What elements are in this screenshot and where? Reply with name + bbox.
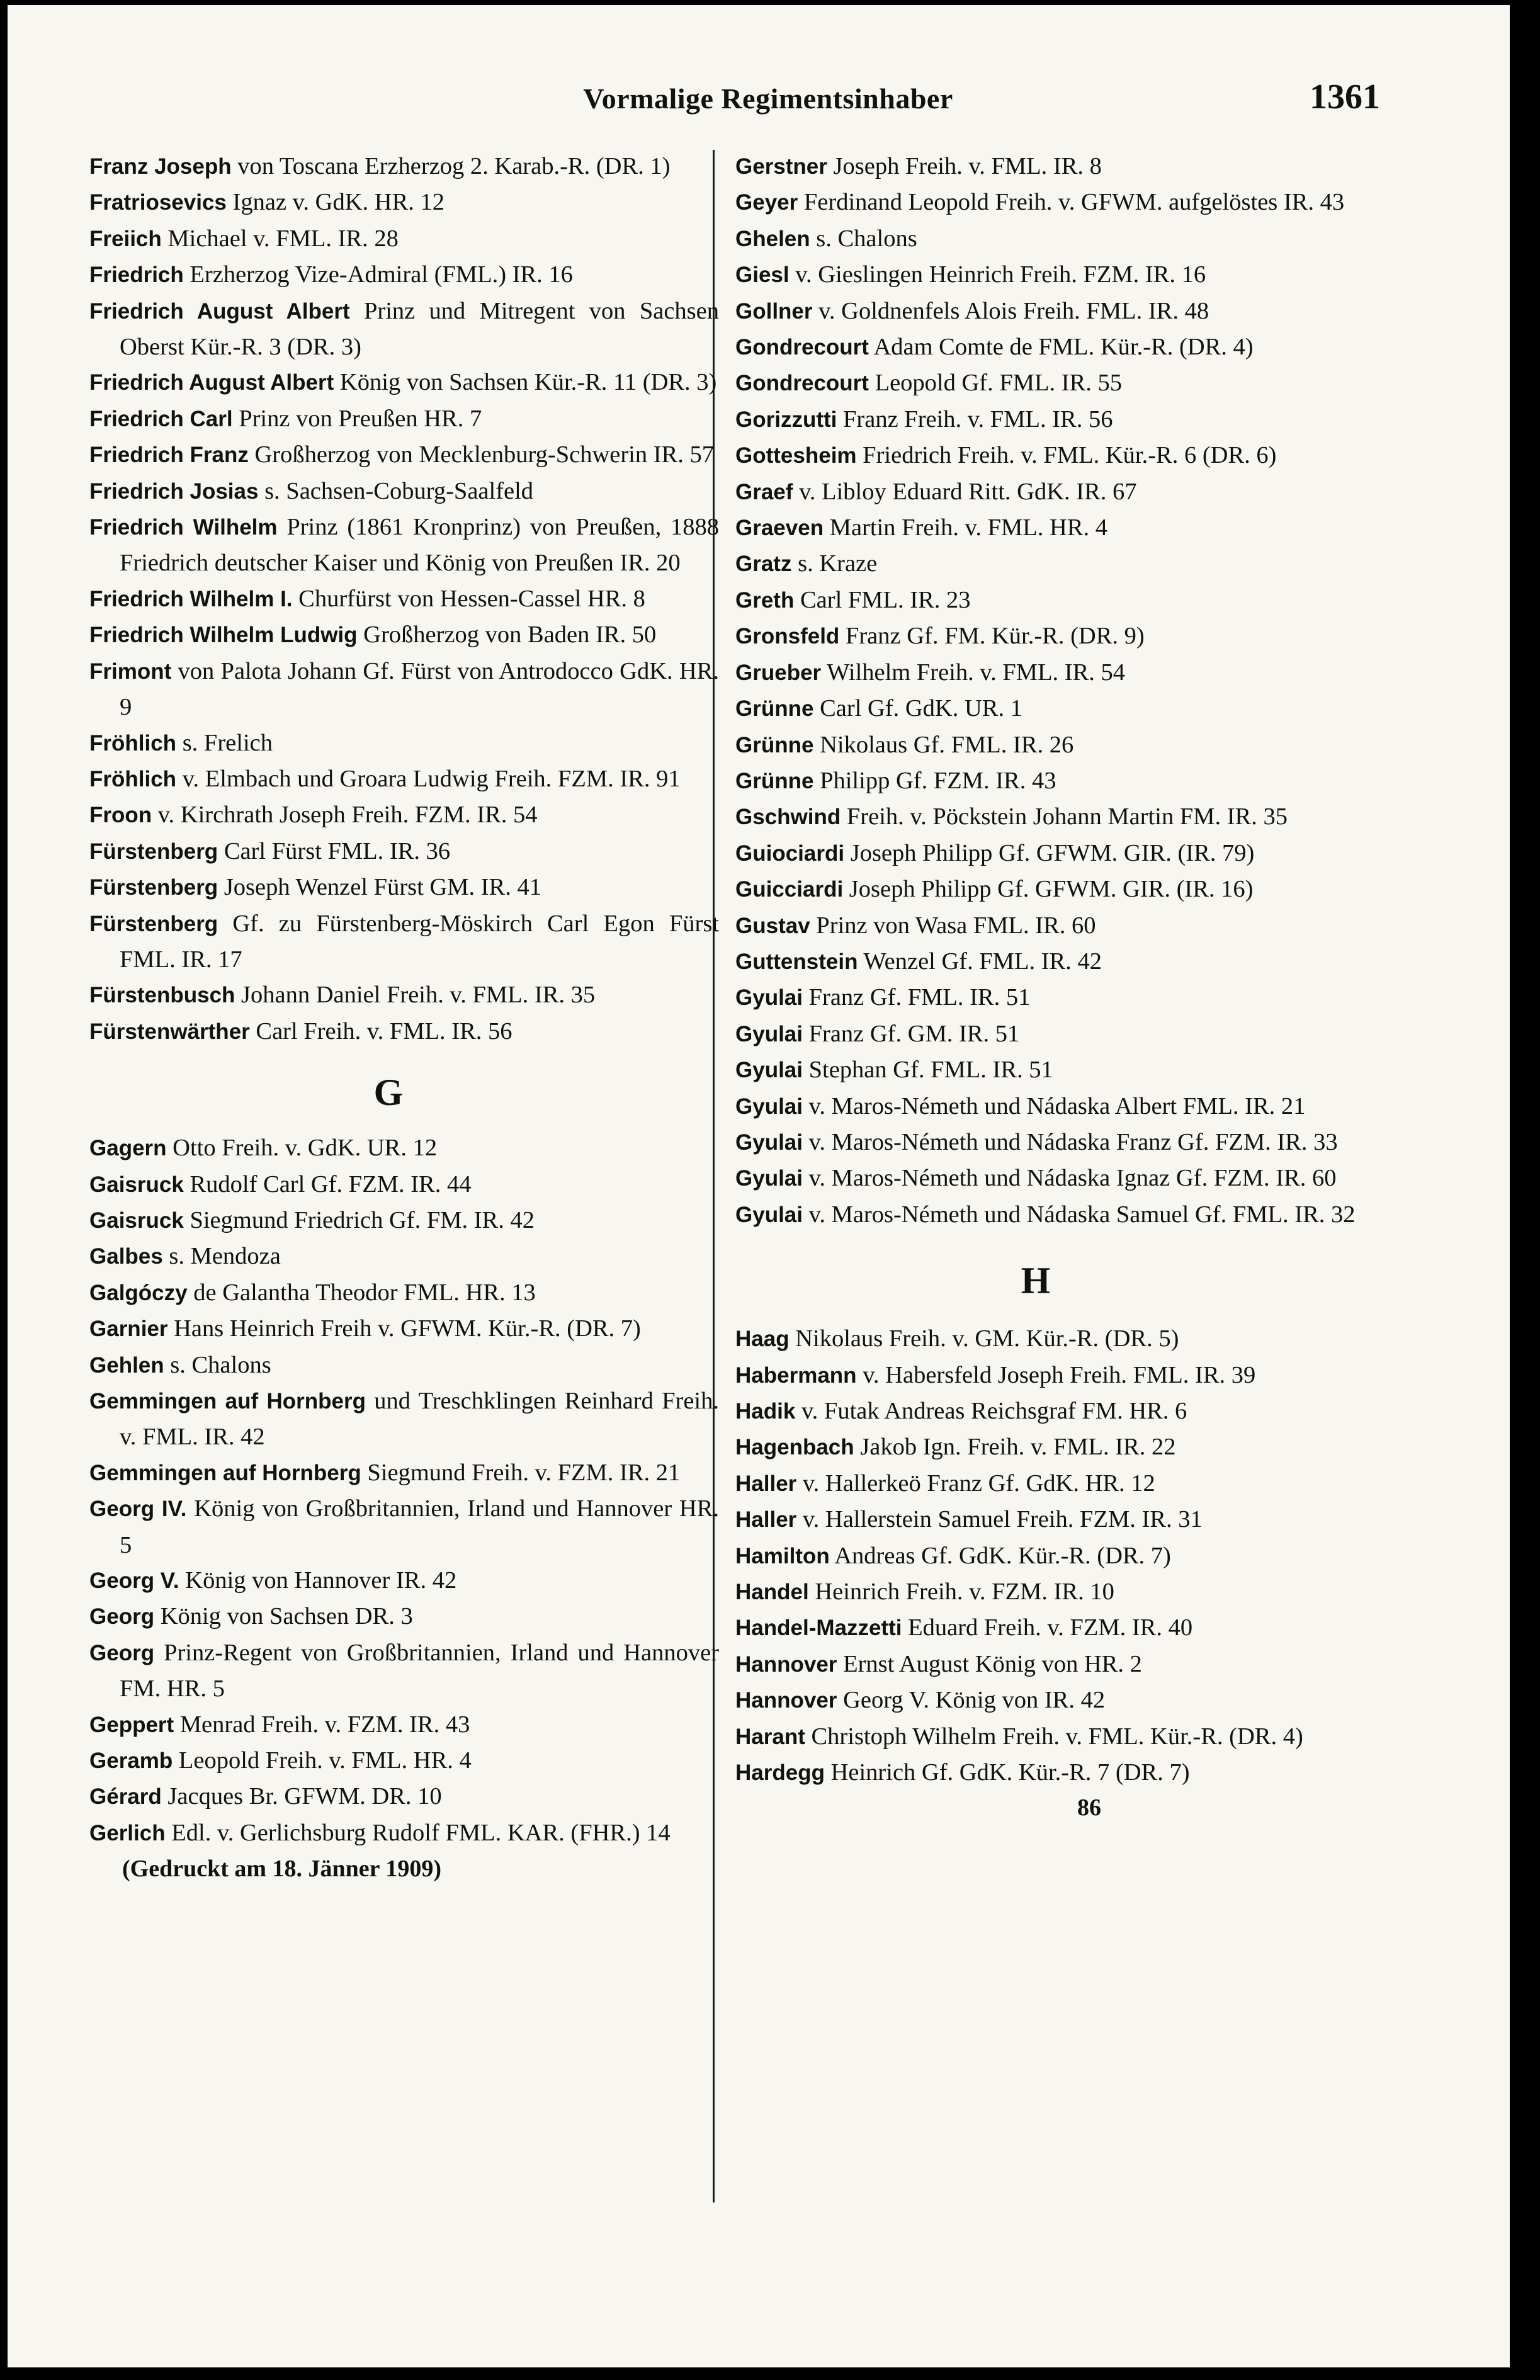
register-entry bbox=[89, 221, 719, 257]
entry-surname: Gyulai bbox=[735, 1058, 803, 1083]
register-entry bbox=[735, 1646, 1367, 1682]
entry-details: Franz Gf. GM. IR. 51 bbox=[802, 1020, 1020, 1047]
entry-details: s. Kraze bbox=[791, 550, 878, 577]
register-entry bbox=[89, 1491, 719, 1563]
register-entry bbox=[89, 870, 719, 905]
entry-surname: Greth bbox=[735, 587, 795, 613]
register-entry bbox=[735, 582, 1367, 618]
entries-g-continued-list bbox=[735, 149, 1367, 1233]
entry-surname: Fürstenberg bbox=[89, 839, 218, 864]
entry-details: s. Chalons bbox=[810, 225, 917, 252]
entry-details: Gf. zu Fürstenberg-Möskirch Carl Egon Fürst FML. IR. 17 bbox=[120, 910, 719, 973]
entry-details: v. Hallerstein Samuel Freih. FZM. IR. 31 bbox=[796, 1506, 1203, 1533]
entry-details: v. Maros-Németh und Nádaska Albert FML. IR. 21 bbox=[802, 1092, 1306, 1119]
entry-surname: Gyulai bbox=[735, 1021, 803, 1046]
entry-details: Prinz (1861 Kronprinz) von Preußen, 1888 Friedrich deutscher Kaiser und König von Preußen IR. 20 bbox=[120, 514, 719, 577]
entry-details: v. Libloy Eduard Ritt. GdK. IR. 67 bbox=[793, 478, 1137, 505]
entry-surname: Gyulai bbox=[735, 1094, 803, 1119]
register-entry bbox=[89, 1275, 719, 1311]
entry-details: König von Sachsen Kür.-R. 11 (DR. 3) bbox=[334, 369, 717, 396]
register-entry bbox=[89, 149, 719, 184]
register-entry bbox=[89, 293, 719, 365]
register-entry bbox=[89, 365, 719, 400]
entry-surname: Gratz bbox=[735, 552, 792, 577]
register-entry bbox=[735, 691, 1367, 727]
entry-surname: Haag bbox=[735, 1327, 790, 1352]
entry-details: König von Sachsen DR. 3 bbox=[154, 1603, 413, 1630]
register-entry bbox=[89, 617, 719, 653]
entry-surname: Galbes bbox=[89, 1244, 163, 1269]
register-entry bbox=[89, 1203, 719, 1238]
register-entry bbox=[89, 401, 719, 437]
entry-details: Leopold Gf. FML. IR. 55 bbox=[868, 370, 1123, 397]
entry-details: Carl Fürst FML. IR. 36 bbox=[218, 837, 451, 864]
entry-surname: Ghelen bbox=[735, 226, 810, 251]
page-header bbox=[8, 77, 1510, 125]
register-entry bbox=[89, 509, 719, 581]
register-entry bbox=[89, 1383, 719, 1455]
register-entry bbox=[89, 1238, 719, 1274]
entry-surname: Gyulai bbox=[735, 1202, 803, 1227]
register-entry bbox=[89, 437, 719, 473]
entry-details: Freih. v. Pöckstein Johann Martin FM. IR. 35 bbox=[841, 803, 1288, 830]
entry-surname: Gaisruck bbox=[89, 1172, 184, 1197]
entry-details: König von Hannover IR. 42 bbox=[179, 1567, 457, 1594]
entry-surname: Harant bbox=[735, 1724, 805, 1749]
register-entry bbox=[89, 1707, 719, 1743]
entry-surname: Grünne bbox=[735, 768, 814, 793]
entry-details: Wilhelm Freih. v. FML. IR. 54 bbox=[821, 659, 1126, 686]
entry-surname: Georg bbox=[89, 1604, 155, 1629]
entry-surname: Gyulai bbox=[735, 1130, 803, 1155]
entry-details: s. Frelich bbox=[176, 729, 273, 756]
entry-surname: Gérard bbox=[89, 1784, 162, 1810]
register-entry bbox=[735, 1682, 1367, 1718]
entry-surname: Grünne bbox=[735, 696, 814, 722]
entry-surname: Fratriosevics bbox=[89, 190, 227, 215]
entry-surname: Friedrich Franz bbox=[89, 443, 249, 468]
register-entry bbox=[735, 763, 1367, 799]
right-column bbox=[735, 149, 1367, 1825]
entry-surname: Grünne bbox=[735, 732, 814, 757]
register-entry bbox=[735, 980, 1367, 1016]
entry-surname: Handel bbox=[735, 1580, 809, 1605]
register-entry bbox=[735, 510, 1367, 546]
entry-surname: Gyulai bbox=[735, 1166, 803, 1191]
entry-surname: Friedrich Carl bbox=[89, 406, 233, 431]
register-entry bbox=[735, 221, 1367, 257]
entry-details: Jacques Br. GFWM. DR. 10 bbox=[161, 1783, 442, 1810]
entry-details: v. Goldnenfels Alois Freih. FML. IR. 48 bbox=[812, 297, 1209, 324]
entry-details: Prinz und Mitregent von Sachsen Oberst Kür.-R. 3 (DR. 3) bbox=[120, 297, 719, 361]
entry-surname: Habermann bbox=[735, 1363, 857, 1388]
entry-details: Franz Freih. v. FML. IR. 56 bbox=[837, 405, 1113, 433]
register-entry bbox=[735, 546, 1367, 582]
entry-surname: Friedrich Wilhelm I. bbox=[89, 586, 293, 611]
entry-details: Menrad Freih. v. FZM. IR. 43 bbox=[174, 1711, 470, 1738]
scan-border bbox=[0, 0, 8, 2380]
register-entry bbox=[89, 1347, 719, 1383]
register-entry bbox=[735, 149, 1367, 184]
entry-surname: Froon bbox=[89, 803, 152, 828]
register-entry bbox=[89, 184, 719, 220]
entry-surname: Galgóczy bbox=[89, 1280, 188, 1305]
register-entry bbox=[735, 1197, 1367, 1233]
entry-surname: Hamilton bbox=[735, 1543, 830, 1568]
entry-surname: Hannover bbox=[735, 1688, 837, 1713]
entry-details: Erzherzog Vize-Admiral (FML.) IR. 16 bbox=[183, 261, 573, 288]
register-entry bbox=[735, 1466, 1367, 1502]
entry-details: Siegmund Friedrich Gf. FM. IR. 42 bbox=[183, 1206, 535, 1233]
entry-details: Adam Comte de FML. Kür.-R. (DR. 4) bbox=[868, 334, 1254, 361]
register-entry bbox=[735, 727, 1367, 763]
entry-details: Joseph Wenzel Fürst GM. IR. 41 bbox=[218, 874, 541, 901]
register-entry bbox=[735, 1429, 1367, 1465]
entry-surname: Gehlen bbox=[89, 1352, 164, 1378]
entry-details: Edl. v. Gerlichsburg Rudolf FML. KAR. (FHR.) 14 bbox=[165, 1819, 671, 1846]
entry-surname: Fröhlich bbox=[89, 730, 177, 756]
entry-surname: Georg IV. bbox=[89, 1497, 187, 1522]
entry-surname: Handel-Mazzetti bbox=[735, 1616, 902, 1641]
entry-surname: Friedrich Josias bbox=[89, 479, 259, 504]
entry-surname: Grueber bbox=[735, 660, 822, 685]
entry-surname: Guiociardi bbox=[735, 841, 845, 866]
register-entry bbox=[735, 474, 1367, 510]
entries-h-list bbox=[735, 1321, 1367, 1791]
register-entry bbox=[89, 1743, 719, 1779]
register-entry bbox=[735, 1016, 1367, 1052]
entry-details: Christoph Wilhelm Freih. v. FML. Kür.-R. (DR. 4) bbox=[805, 1723, 1303, 1750]
entry-details: Joseph Philipp Gf. GFWM. GIR. (IR. 16) bbox=[843, 876, 1254, 903]
entry-details: v. Maros-Németh und Nádaska Ignaz Gf. FZM. IR. 60 bbox=[802, 1165, 1337, 1192]
entry-details: Ferdinand Leopold Freih. v. GFWM. aufgelöstes IR. 43 bbox=[798, 189, 1345, 216]
entry-surname: Geramb bbox=[89, 1748, 173, 1774]
register-entry bbox=[89, 1635, 719, 1707]
entry-surname: Gerlich bbox=[89, 1820, 166, 1845]
entry-details: s. Sachsen-Coburg-Saalfeld bbox=[258, 477, 534, 504]
entry-details: Franz Gf. FM. Kür.-R. (DR. 9) bbox=[839, 623, 1145, 650]
entry-details: Michael v. FML. IR. 28 bbox=[161, 225, 399, 252]
entry-surname: Gagern bbox=[89, 1136, 167, 1161]
register-entry bbox=[735, 836, 1367, 871]
register-entry bbox=[89, 761, 719, 797]
entry-surname: Garnier bbox=[89, 1317, 168, 1342]
running-head: Vormalige Regimentsinhaber bbox=[583, 82, 953, 115]
entry-details: v. Gieslingen Heinrich Freih. FZM. IR. 16 bbox=[789, 261, 1206, 288]
register-entry bbox=[735, 1160, 1367, 1196]
register-entry bbox=[89, 1455, 719, 1491]
entry-details: Andreas Gf. GdK. Kür.-R. (DR. 7) bbox=[829, 1542, 1171, 1569]
entries-f-list bbox=[89, 149, 719, 1050]
entry-surname: Gemmingen auf Hornberg bbox=[89, 1460, 361, 1485]
entry-details: s. Mendoza bbox=[162, 1243, 281, 1270]
entry-surname: Gyulai bbox=[735, 985, 803, 1011]
register-entry bbox=[735, 1321, 1367, 1357]
register-entry bbox=[89, 906, 719, 978]
section-letter-g: G bbox=[373, 1072, 404, 1114]
entry-surname: Frimont bbox=[89, 659, 172, 684]
register-entry bbox=[735, 908, 1367, 944]
entry-details: Philipp Gf. FZM. IR. 43 bbox=[813, 767, 1056, 794]
register-entry bbox=[735, 329, 1367, 365]
register-entry bbox=[735, 1755, 1367, 1791]
entry-details: Wenzel Gf. FML. IR. 42 bbox=[858, 948, 1102, 975]
entry-details: Johann Daniel Freih. v. FML. IR. 35 bbox=[235, 982, 596, 1009]
entry-surname: Gemmingen auf Hornberg bbox=[89, 1389, 366, 1414]
entry-surname: Friedrich bbox=[89, 263, 184, 288]
entry-surname: Fürstenberg bbox=[89, 875, 218, 900]
entry-surname: Fröhlich bbox=[89, 766, 177, 791]
entry-surname: Hannover bbox=[735, 1652, 837, 1677]
register-entry bbox=[735, 184, 1367, 220]
entry-surname: Gondrecourt bbox=[735, 335, 869, 360]
entry-surname: Gustav bbox=[735, 913, 810, 938]
entry-surname: Fürstenberg bbox=[89, 911, 218, 936]
entry-details: Prinz-Regent von Großbritannien, Irland und Hannover FM. HR. 5 bbox=[120, 1639, 719, 1703]
entry-surname: Gondrecourt bbox=[735, 371, 869, 396]
entry-details: Carl Gf. GdK. UR. 1 bbox=[813, 695, 1022, 722]
register-entry bbox=[89, 257, 719, 293]
entry-details: Prinz von Wasa FML. IR. 60 bbox=[810, 912, 1096, 939]
entry-details: und Treschklingen Reinhard Freih. v. FML. IR. 42 bbox=[120, 1388, 719, 1451]
entry-surname: Geppert bbox=[89, 1712, 174, 1737]
entry-details: Churfürst von Hessen-Cassel HR. 8 bbox=[292, 585, 645, 612]
entry-surname: Graef bbox=[735, 479, 793, 504]
left-column bbox=[89, 149, 719, 1887]
entry-details: Otto Freih. v. GdK. UR. 12 bbox=[166, 1135, 438, 1162]
entry-details: Stephan Gf. FML. IR. 51 bbox=[802, 1057, 1053, 1084]
entry-details: Nikolaus Freih. v. GM. Kür.-R. (DR. 5) bbox=[789, 1325, 1179, 1352]
entry-surname: Giesl bbox=[735, 263, 790, 288]
register-entry bbox=[735, 1719, 1367, 1755]
entry-surname: Gollner bbox=[735, 298, 813, 324]
entry-details: Heinrich Gf. GdK. Kür.-R. 7 (DR. 7) bbox=[824, 1759, 1190, 1786]
register-entry bbox=[735, 944, 1367, 980]
entry-surname: Hagenbach bbox=[735, 1435, 854, 1460]
entry-details: v. Maros-Németh und Nádaska Samuel Gf. FML. IR. 32 bbox=[802, 1201, 1356, 1228]
entry-details: Hans Heinrich Freih v. GFWM. Kür.-R. (DR. 7) bbox=[167, 1315, 641, 1342]
register-entry bbox=[89, 473, 719, 509]
entry-surname: Graeven bbox=[735, 516, 824, 541]
entry-details: v. Hallerkeö Franz Gf. GdK. HR. 12 bbox=[796, 1470, 1155, 1497]
register-entry bbox=[89, 1779, 719, 1815]
register-entry bbox=[735, 1089, 1367, 1125]
register-entry bbox=[89, 977, 719, 1013]
register-entry bbox=[89, 834, 719, 870]
entry-details: de Galantha Theodor FML. HR. 13 bbox=[187, 1279, 536, 1306]
register-entry bbox=[735, 1538, 1367, 1574]
entry-surname: Hadik bbox=[735, 1399, 796, 1424]
entry-surname: Freiich bbox=[89, 226, 162, 251]
entry-surname: Gaisruck bbox=[89, 1208, 184, 1233]
register-entry bbox=[89, 1167, 719, 1203]
entry-details: v. Habersfeld Joseph Freih. FML. IR. 39 bbox=[856, 1361, 1256, 1388]
entry-details: Georg V. König von IR. 42 bbox=[837, 1687, 1106, 1714]
register-entry bbox=[735, 365, 1367, 401]
entry-details: Ernst August König von HR. 2 bbox=[837, 1650, 1142, 1677]
register-entry bbox=[735, 1357, 1367, 1393]
register-entry bbox=[735, 655, 1367, 691]
register-entry bbox=[735, 293, 1367, 329]
entry-details: v. Kirchrath Joseph Freih. FZM. IR. 54 bbox=[152, 802, 538, 829]
register-entry bbox=[735, 257, 1367, 293]
entry-details: Rudolf Carl Gf. FZM. IR. 44 bbox=[183, 1170, 472, 1198]
entry-details: v. Maros-Németh und Nádaska Franz Gf. FZM. IR. 33 bbox=[802, 1128, 1338, 1155]
entry-details: Leopold Freih. v. FML. HR. 4 bbox=[173, 1747, 472, 1774]
entry-details: Joseph Freih. v. FML. IR. 8 bbox=[827, 153, 1102, 179]
entry-details: v. Futak Andreas Reichsgraf FM. HR. 6 bbox=[795, 1398, 1187, 1424]
signature-number: 86 bbox=[1077, 1794, 1101, 1822]
entry-surname: Gottesheim bbox=[735, 443, 857, 468]
entry-details: Franz Gf. FML. IR. 51 bbox=[802, 984, 1031, 1011]
entry-details: Großherzog von Mecklenburg-Schwerin IR. 57 bbox=[248, 441, 714, 468]
register-entry bbox=[89, 581, 719, 617]
register-entry bbox=[735, 799, 1367, 835]
entry-details: Ignaz v. GdK. HR. 12 bbox=[226, 189, 444, 216]
entry-surname: Guttenstein bbox=[735, 949, 858, 974]
entry-details: von Palota Johann Gf. Fürst von Antrodocco GdK. HR. 9 bbox=[120, 657, 719, 721]
register-entry bbox=[89, 725, 719, 761]
entry-details: Eduard Freih. v. FZM. IR. 40 bbox=[902, 1614, 1193, 1641]
entry-surname: Georg V. bbox=[89, 1568, 179, 1594]
entries-g-list bbox=[89, 1130, 719, 1851]
entry-details: Joseph Philipp Gf. GFWM. GIR. (IR. 79) bbox=[844, 839, 1255, 866]
print-date-footnote: (Gedruckt am 18. Jänner 1909) bbox=[122, 1856, 441, 1883]
register-entry bbox=[735, 402, 1367, 438]
entry-surname: Gorizzutti bbox=[735, 407, 837, 432]
section-letter-h: H bbox=[1021, 1260, 1051, 1302]
register-entry bbox=[735, 1574, 1367, 1610]
entry-surname: Fürstenbusch bbox=[89, 983, 235, 1008]
entry-surname: Fürstenwärther bbox=[89, 1019, 250, 1044]
register-entry bbox=[89, 1599, 719, 1635]
register-entry bbox=[735, 1502, 1367, 1538]
entry-details: Martin Freih. v. FML. HR. 4 bbox=[824, 514, 1108, 541]
entry-surname: Friedrich August Albert bbox=[89, 298, 350, 324]
register-entry bbox=[735, 618, 1367, 654]
entry-surname: Georg bbox=[89, 1640, 155, 1665]
entry-details: Carl Freih. v. FML. IR. 56 bbox=[249, 1017, 512, 1045]
entry-surname: Franz Joseph bbox=[89, 154, 232, 179]
register-entry bbox=[89, 1014, 719, 1050]
entry-surname: Friedrich August Albert bbox=[89, 370, 334, 395]
entry-surname: Gronsfeld bbox=[735, 624, 840, 649]
entry-surname: Guicciardi bbox=[735, 877, 844, 902]
entry-surname: Gschwind bbox=[735, 805, 841, 830]
page-number: 1361 bbox=[1310, 77, 1380, 116]
register-entry bbox=[89, 797, 719, 833]
page-sheet bbox=[8, 5, 1510, 2367]
register-entry bbox=[89, 1311, 719, 1347]
entry-surname: Geyer bbox=[735, 190, 798, 215]
register-entry bbox=[735, 1052, 1367, 1088]
entry-details: von Toscana Erzherzog 2. Karab.-R. (DR. 1) bbox=[231, 153, 671, 179]
entry-surname: Friedrich Wilhelm bbox=[89, 515, 278, 540]
entry-surname: Haller bbox=[735, 1471, 797, 1496]
entry-surname: Hardegg bbox=[735, 1760, 825, 1786]
entry-surname: Gerstner bbox=[735, 154, 827, 179]
entry-details: Nikolaus Gf. FML. IR. 26 bbox=[813, 731, 1074, 758]
entry-details: König von Großbritannien, Irland und Hannover HR. 5 bbox=[120, 1495, 720, 1558]
entry-details: Heinrich Freih. v. FZM. IR. 10 bbox=[808, 1578, 1114, 1606]
register-entry bbox=[89, 1130, 719, 1166]
register-entry bbox=[735, 1393, 1367, 1429]
register-entry bbox=[89, 1815, 719, 1851]
register-entry bbox=[735, 871, 1367, 907]
entry-surname: Haller bbox=[735, 1507, 797, 1533]
entry-details: Jakob Ign. Freih. v. FML. IR. 22 bbox=[854, 1434, 1176, 1461]
entry-details: Friedrich Freih. v. FML. Kür.-R. 6 (DR. 6) bbox=[856, 442, 1277, 469]
register-entry bbox=[735, 1610, 1367, 1646]
entry-details: Carl FML. IR. 23 bbox=[794, 586, 971, 613]
register-entry bbox=[89, 1563, 719, 1599]
entry-details: Großherzog von Baden IR. 50 bbox=[357, 621, 657, 649]
entry-details: s. Chalons bbox=[164, 1351, 271, 1378]
entry-details: Prinz von Preußen HR. 7 bbox=[232, 405, 482, 432]
entry-surname: Friedrich Wilhelm Ludwig bbox=[89, 623, 358, 648]
entry-details: Siegmund Freih. v. FZM. IR. 21 bbox=[361, 1459, 681, 1486]
entry-details: v. Elmbach und Groara Ludwig Freih. FZM. IR. 91 bbox=[176, 765, 681, 792]
register-entry bbox=[735, 1125, 1367, 1160]
register-entry bbox=[735, 438, 1367, 473]
register-entry bbox=[89, 654, 719, 725]
